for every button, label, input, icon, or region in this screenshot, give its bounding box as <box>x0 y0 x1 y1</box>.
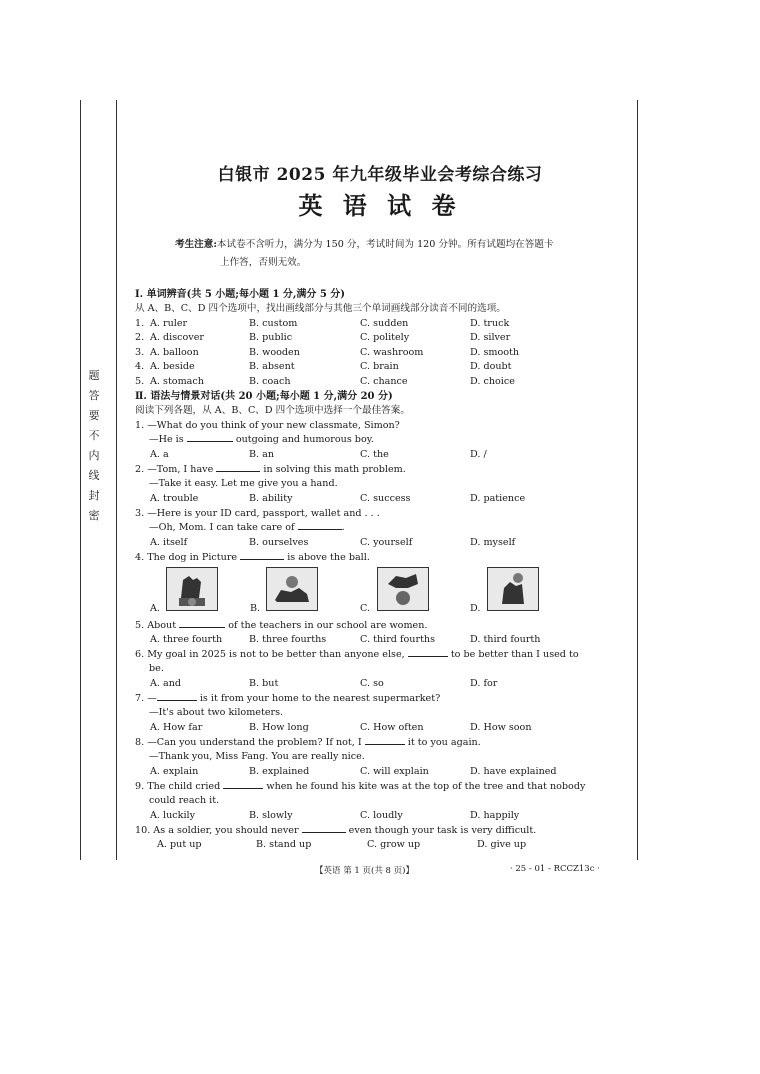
list-item: 2. A. discover B. public C. politely D. silver <box>135 332 511 343</box>
seal-char: 不 <box>88 429 100 442</box>
dog-picture-b <box>266 567 318 611</box>
question-10-options: A. put up B. stand up C. grow up D. give up <box>157 839 527 850</box>
dog-picture-a <box>166 567 218 611</box>
list-item: 1. A. ruler B. custom C. sudden D. truck <box>135 318 510 329</box>
picture-label-b: B. <box>250 603 261 614</box>
seal-char: 内 <box>88 449 100 462</box>
question-7-options: A. How far B. How long C. How often D. How soon <box>150 722 532 733</box>
seal-char: 封 <box>88 489 100 502</box>
question-9: 9. The child cried when he found his kite was at the top of the tree and that nobody could reach it. <box>135 781 586 806</box>
dog-picture-c <box>377 567 429 611</box>
question-5: 5. About of the teachers in our school are women. <box>135 620 428 631</box>
question-1-options: A. a B. an C. the D. / <box>150 449 487 460</box>
question-1: 1. —What do you think of your new classmate, Simon? —He is outgoing and humorous boy. <box>135 420 400 445</box>
seal-char: 线 <box>88 469 100 482</box>
exam-notice <box>175 236 630 272</box>
dog-picture-d <box>487 567 539 611</box>
section1-heading: Ⅰ. 单词辨音(共 5 小题;每小题 1 分,满分 5 分) <box>135 289 346 300</box>
seal-char: 要 <box>88 409 100 422</box>
section2-heading: Ⅱ. 语法与情景对话(共 20 小题;每小题 1 分,满分 20 分) <box>135 391 393 402</box>
question-9-options: A. luckily B. slowly C. loudly D. happily <box>150 810 520 821</box>
list-item: 4. A. beside B. absent C. brain D. doubt <box>135 361 512 372</box>
question-6: 6. My goal in 2025 is not to be better than anyone else, to be better than I used to be. <box>135 649 579 674</box>
notice-label: 考生注意: <box>175 239 217 250</box>
exam-code: · 25 - 01 - RCCZ13c · <box>510 864 600 874</box>
question-10: 10. As a soldier, you should never even though your task is very difficult. <box>135 825 537 836</box>
list-item: 5. A. stomach B. coach C. chance D. choice <box>135 376 515 387</box>
question-5-options: A. three fourth B. three fourths C. third fourths D. third fourth <box>150 634 541 645</box>
question-8: 8. —Can you understand the problem? If not, I it to you again. —Thank you, Miss Fang. You are really nice. <box>135 737 481 762</box>
question-2-options: A. trouble B. ability C. success D. patience <box>150 493 526 504</box>
seal-char: 题 <box>88 369 100 382</box>
exam-subtitle: 英 语 试 卷 <box>298 191 462 220</box>
question-7: 7. — is it from your home to the nearest supermarket? —It's about two kilometers. <box>135 693 441 718</box>
seal-char: 答 <box>88 389 100 402</box>
question-6-options: A. and B. but C. so D. for <box>150 678 498 689</box>
exam-title: 白银市 2025 年九年级毕业会考综合练习 <box>217 165 543 185</box>
section1-instruction: 从 A、B、C、D 四个选项中，找出画线部分与其他三个单词画线部分读音不同的选项。 <box>135 303 506 314</box>
seal-char: 密 <box>88 509 100 522</box>
picture-label-a: A. <box>150 603 160 614</box>
question-4: 4. The dog in Picture is above the ball. <box>135 552 370 563</box>
question-3: 3. —Here is your ID card, passport, wallet and . . . —Oh, Mom. I can take care of . <box>135 508 380 533</box>
notice-line1: 本试卷不含听力，满分为 150 分，考试时间为 120 分钟。所有试题均在答题卡 <box>216 239 554 250</box>
question-3-options: A. itself B. ourselves C. yourself D. myself <box>150 537 516 548</box>
question-2: 2. —Tom, I have in solving this math problem. —Take it easy. Let me give you a hand. <box>135 464 406 489</box>
list-item: 3. A. balloon B. wooden C. washroom D. smooth <box>135 347 520 358</box>
question-8-options: A. explain B. explained C. will explain D. have explained <box>150 766 557 777</box>
section2-instruction: 阅读下列各题，从 A、B、C、D 四个选项中选择一个最佳答案。 <box>135 405 410 416</box>
seal-text <box>86 370 102 530</box>
picture-label-d: D. <box>470 603 481 614</box>
notice-line2: 上作答，否则无效。 <box>220 257 307 268</box>
picture-label-c: C. <box>360 603 371 614</box>
page-footer: 【英语 第 1 页(共 8 页)】 <box>315 866 414 876</box>
